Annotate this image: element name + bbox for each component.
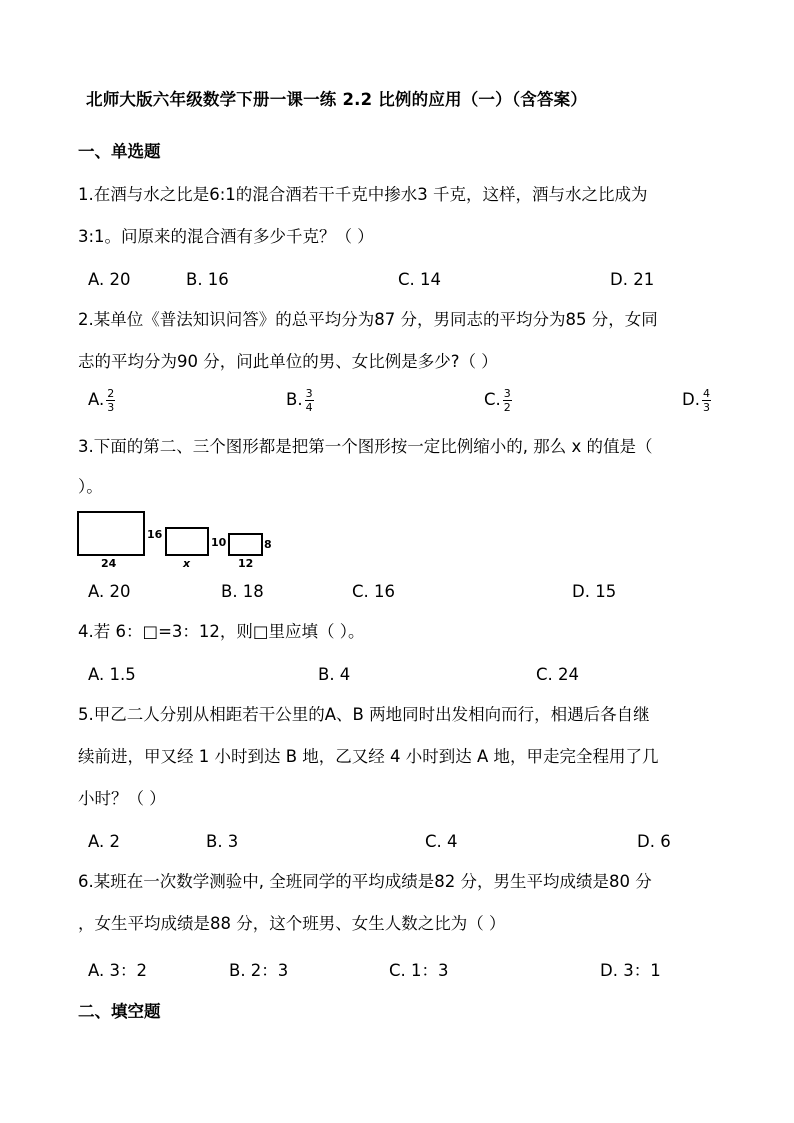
question-1-line-2: 3:1。问原来的混合酒有多少千克？（ ） (78, 227, 374, 246)
fraction (503, 388, 512, 413)
option-prefix: A. (88, 390, 105, 409)
question-1-option-d: D. 21 (610, 270, 655, 289)
option-prefix: B. (286, 390, 303, 409)
fraction (305, 388, 314, 413)
question-3-option-c: C. 16 (352, 582, 396, 601)
question-5-option-a: A. 2 (88, 832, 120, 851)
question-6-option-b: B. 2：3 (229, 961, 289, 980)
question-5-option-d: D. 6 (637, 832, 671, 851)
question-2-line-2: 志的平均分为90 分，问此单位的男、女比例是多少?（ ） (78, 352, 498, 371)
question-2-option-a (88, 388, 115, 413)
fraction-denominator: 4 (305, 401, 313, 414)
question-5-line-1: 5.甲乙二人分别从相距若干公里的A、B 两地同时出发相向而行，相遇后各自继 (78, 705, 650, 724)
question-1-line-1: 1.在酒与水之比是6:1的混合酒若干千克中掺水3 千克，这样，酒与水之比成为 (78, 185, 648, 204)
large-rectangle (77, 511, 145, 556)
section-heading-single-choice: 一、单选题 (78, 142, 161, 161)
large-rectangle-height-label: 16 (147, 528, 163, 541)
question-1-option-a: A. 20 (88, 270, 131, 289)
question-5-option-b: B. 3 (206, 832, 239, 851)
question-4-line-1: 4.若 6：□=3：12，则□里应填（ ）。 (78, 622, 365, 641)
small-rectangle-height-label: 8 (264, 538, 272, 551)
question-3-option-d: D. 15 (572, 582, 617, 601)
fraction (702, 388, 711, 413)
question-2-option-d (682, 388, 711, 413)
question-5-line-2: 续前进，甲又经 1 小时到达 B 地，乙又经 4 小时到达 A 地，甲走完全程用了几 (78, 747, 659, 766)
question-1-option-b: B. 16 (186, 270, 229, 289)
question-3-option-b: B. 18 (221, 582, 264, 601)
small-rectangle-width-label: 12 (238, 557, 254, 570)
fraction (106, 388, 115, 413)
question-6-option-a: A. 3：2 (88, 961, 147, 980)
large-rectangle-width-label: 24 (101, 557, 117, 570)
question-2-option-c (484, 388, 512, 413)
question-2-option-b (286, 388, 314, 413)
section-heading-fill-in: 二、填空题 (78, 1002, 161, 1021)
fraction-numerator: 3 (305, 387, 313, 400)
fraction-numerator: 2 (107, 387, 115, 400)
question-6-option-d: D. 3：1 (600, 961, 661, 980)
question-4-option-b: B. 4 (318, 665, 351, 684)
question-1-option-c: C. 14 (398, 270, 442, 289)
question-4-option-a: A. 1.5 (88, 665, 136, 684)
question-3-line-2: ）。 (78, 477, 103, 496)
fraction-denominator: 2 (503, 401, 511, 414)
option-prefix: D. (682, 390, 700, 409)
fraction-denominator: 3 (107, 401, 115, 414)
question-6-line-1: 6.某班在一次数学测验中, 全班同学的平均成绩是82 分，男生平均成绩是80 分 (78, 872, 652, 891)
question-3-line-1: 3.下面的第二、三个图形都是把第一个图形按一定比例缩小的, 那么 x 的值是（ (78, 437, 653, 456)
option-prefix: C. (484, 390, 501, 409)
question-6-option-c: C. 1：3 (389, 961, 449, 980)
medium-rectangle-width-label: x (183, 557, 191, 570)
question-6-line-2: ，女生平均成绩是88 分，这个班男、女生人数之比为（ ） (78, 914, 506, 933)
fraction-numerator: 3 (503, 387, 511, 400)
question-2-line-1: 2.某单位《普法知识问答》的总平均分为87 分，男同志的平均分为85 分，女同 (78, 310, 658, 329)
document-title: 北师大版六年级数学下册一课一练 2.2 比例的应用（一）（含答案） (86, 90, 588, 109)
small-rectangle (228, 533, 263, 556)
fraction-numerator: 4 (702, 387, 710, 400)
question-4-option-c: C. 24 (536, 665, 580, 684)
question-3-option-a: A. 20 (88, 582, 131, 601)
question-5-line-3: 小时？（ ） (78, 789, 166, 808)
fraction-denominator: 3 (702, 401, 710, 414)
medium-rectangle (165, 527, 209, 556)
medium-rectangle-height-label: 10 (211, 536, 227, 549)
question-5-option-c: C. 4 (425, 832, 458, 851)
